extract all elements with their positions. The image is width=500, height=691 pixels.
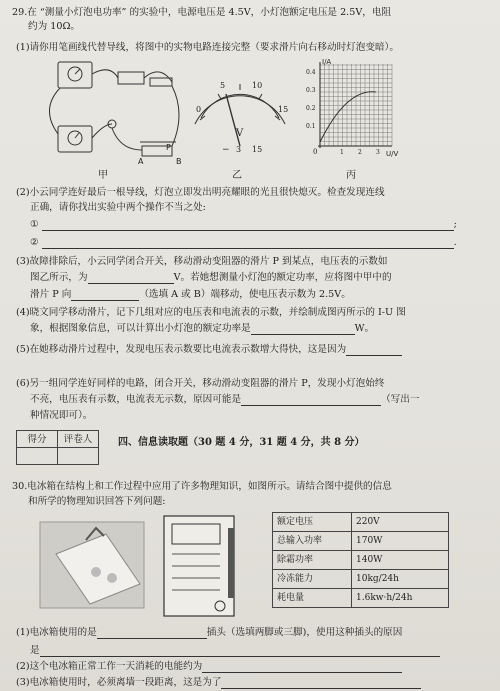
fig-label-yi: 乙 xyxy=(232,170,242,181)
ammeter-device xyxy=(58,126,92,152)
text: 象，根据图象信息，可以计算出小灯泡的额定功率是 xyxy=(30,323,251,334)
spec-key: 除霜功率 xyxy=(273,551,352,570)
item-marker-2: ② xyxy=(30,237,39,248)
item-marker-1: ① xyxy=(30,219,39,230)
text: 是 xyxy=(30,645,40,656)
svg-text:B: B xyxy=(176,157,182,166)
answer-blank[interactable] xyxy=(71,289,139,301)
answer-blank[interactable] xyxy=(202,661,402,673)
text: 图乙所示，为 xyxy=(30,272,88,283)
fig-label-jia: 甲 xyxy=(98,170,108,181)
q29-part6-line3: 种情况即可）。 xyxy=(30,410,93,421)
spec-key: 冷冻能力 xyxy=(273,570,352,589)
answer-blank[interactable] xyxy=(251,323,355,335)
q29-part4-line2 xyxy=(30,322,488,335)
score-box xyxy=(16,430,99,465)
q29-stem-line1: 29.在 “测量小灯泡电功率” 的实验中，电源电压是 4.5V，小灯泡额定电压是 2.5V，电阻 xyxy=(12,7,392,18)
q29-figures xyxy=(0,54,500,184)
q30-part1-line1 xyxy=(16,626,488,639)
text: W。 xyxy=(354,323,375,334)
q29-part3-line2 xyxy=(30,271,488,284)
graph-y-tick: 0.3 xyxy=(306,87,316,94)
text: (1)电冰箱使用的是 xyxy=(16,627,97,638)
q29-part3-line1: (3)故障排除后，小云同学闭合开关，移动滑动变阻器的滑片 P 到某点，电压表的示数如 xyxy=(16,256,388,267)
iu-curve xyxy=(320,92,376,142)
answer-blank[interactable] xyxy=(241,394,381,406)
dial-tick-10: 10 xyxy=(252,81,263,90)
spec-key: 耗电量 xyxy=(273,589,352,608)
spec-table-wrap xyxy=(272,512,449,608)
answer-blank[interactable] xyxy=(97,627,207,639)
q29-part3-line3 xyxy=(30,288,488,301)
q30-part1-line2 xyxy=(30,644,488,657)
text: 不亮，电压表有示数，电流表无示数，原因可能是 xyxy=(30,394,242,405)
q30-stem-line2: 和所学的物理知识回答下列问题: xyxy=(28,496,166,507)
voltmeter-device xyxy=(58,62,92,88)
text: （选填 A 或 B）端移动，使电压表示数为 2.5V。 xyxy=(139,289,351,300)
iu-graph xyxy=(320,64,392,146)
spec-value: 1.6kw·h/24h xyxy=(352,589,449,608)
text: 插头（选填两脚或三脚)，使用这种插头的原因 xyxy=(206,627,403,638)
answer-blank[interactable] xyxy=(42,237,454,249)
text: (2)这个电冰箱正常工作一天消耗的电能约为 xyxy=(16,661,203,672)
spec-table xyxy=(272,512,449,608)
graph-x-tick: 2 xyxy=(358,149,362,156)
q29-part5-line1 xyxy=(16,343,488,356)
fig-label-bing: 丙 xyxy=(346,170,356,181)
dial-tick-5: 5 xyxy=(220,81,226,90)
graph-x-axis-label: U/V xyxy=(386,150,399,158)
graph-x-tick: 3 xyxy=(376,149,380,156)
q30-figures xyxy=(36,514,256,622)
spec-key: 额定电压 xyxy=(273,513,352,532)
q30-stem-line1: 30.电冰箱在结构上和工作过程中应用了许多物理知识，如图所示。请结合图中提供的信息 xyxy=(12,481,392,492)
q29-part2-item2: ② . xyxy=(30,237,457,248)
text: V。若她想测量小灯泡的额定功率，应将图中甲中的 xyxy=(173,272,392,283)
answer-blank[interactable] xyxy=(221,677,421,689)
table-row xyxy=(273,570,449,589)
spec-value: 140W xyxy=(352,551,449,570)
spec-value: 10kg/24h xyxy=(352,570,449,589)
text: 滑片 P 向 xyxy=(30,289,72,300)
text: (5)在她移动滑片过程中，发现电压表示数要比电流表示数增大得快，这是因为 xyxy=(16,344,347,355)
dial-tick-0: 0 xyxy=(196,105,202,114)
graph-y-axis-label: I/A xyxy=(322,58,332,66)
svg-text:3: 3 xyxy=(236,145,242,154)
q29-stem-line2: 约为 10Ω。 xyxy=(28,21,80,32)
answer-blank[interactable] xyxy=(88,272,174,284)
battery-pack xyxy=(118,72,144,84)
graph-y-tick: 0.1 xyxy=(306,123,316,130)
svg-text:P: P xyxy=(166,143,171,152)
answer-blank[interactable] xyxy=(42,219,454,231)
q29-part6-line2 xyxy=(30,393,488,406)
svg-text:15: 15 xyxy=(252,145,263,154)
q30-part3 xyxy=(16,676,488,689)
answer-blank[interactable] xyxy=(40,645,440,657)
grader-cell[interactable] xyxy=(58,448,99,465)
q30-part2 xyxy=(16,660,488,673)
table-row xyxy=(273,589,449,608)
q29-part6-line1: (6)另一组同学连好同样的电路，闭合开关，移动滑动变阻器的滑片 P，发现小灯泡始终 xyxy=(16,378,385,389)
table-row xyxy=(273,513,449,532)
dial-tick-15: 15 xyxy=(278,105,289,114)
svg-text:−: − xyxy=(222,145,230,155)
grader-label: 评卷人 xyxy=(58,431,99,448)
q29-part2-line2: 正确，请你找出实验中两个操作不当之处: xyxy=(30,202,206,213)
dial-unit-v: V xyxy=(236,128,244,139)
table-row xyxy=(273,532,449,551)
text: （写出一 xyxy=(381,394,420,405)
graph-origin: 0 xyxy=(313,148,318,156)
q29-part4-line1: (4)晓文同学移动滑片，记下几组对应的电压表和电流表的示数，并绘制成图丙所示的 I-U 图 xyxy=(16,307,406,318)
svg-text:A: A xyxy=(138,157,144,166)
graph-x-tick: 1 xyxy=(340,149,344,156)
score-cell[interactable] xyxy=(17,448,58,465)
spec-value: 170W xyxy=(352,532,449,551)
spec-key: 总输入功率 xyxy=(273,532,352,551)
score-label: 得分 xyxy=(17,431,58,448)
graph-y-tick: 0.2 xyxy=(306,105,316,112)
q29-part1: (1)请你用笔画线代替导线，将图中的实物电路连接完整（要求滑片向右移动时灯泡变暗）。 xyxy=(16,42,399,53)
text: (3)电冰箱使用时，必须离墙一段距离，这是为了 xyxy=(16,677,222,688)
table-row xyxy=(273,551,449,570)
graph-y-tick: 0.4 xyxy=(306,69,316,76)
section4-title: 四、信息读取题（30 题 4 分，31 题 4 分，共 8 分） xyxy=(118,437,365,448)
q29-part2-item1: ① ; xyxy=(30,219,457,230)
spec-value: 220V xyxy=(352,513,449,532)
answer-blank[interactable] xyxy=(346,344,402,356)
q29-part2-line1: (2)小云同学连好最后一根导线，灯泡立即发出明亮耀眼的光且很快熄灭。检查发现连线 xyxy=(16,187,385,198)
circuit-diagram xyxy=(49,62,179,156)
